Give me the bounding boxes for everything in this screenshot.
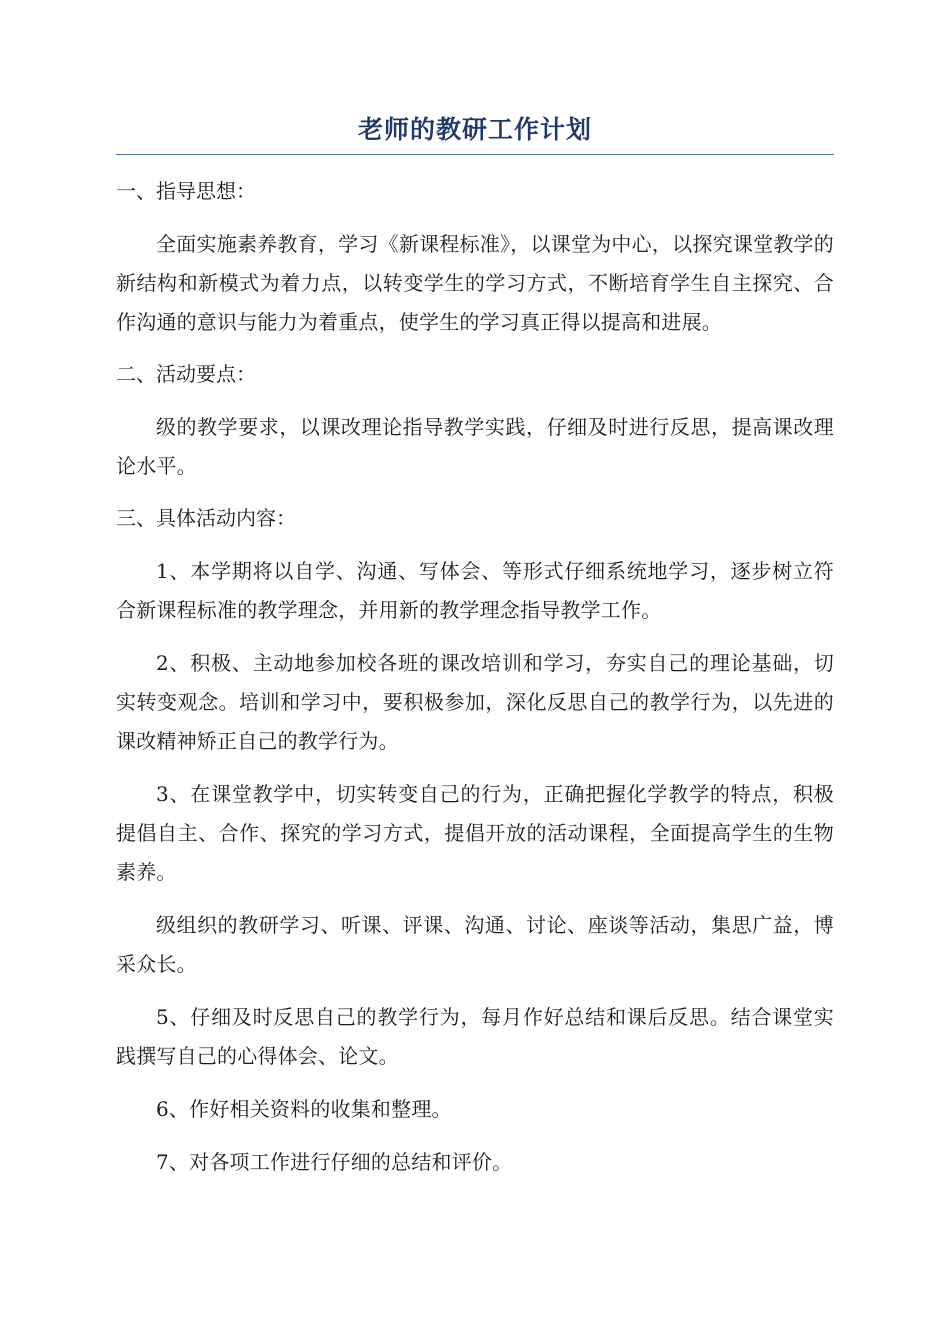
document-title: 老师的教研工作计划: [357, 115, 592, 144]
section-heading-activity-points: 二、活动要点：: [116, 362, 256, 386]
paragraph-item-3: 3、在课堂教学中，切实转变自己的行为，正确把握化学教学的特点，积极提倡自主、合作、探究的学习方式，提倡开放的活动课程，全面提高学生的生物素养。: [116, 782, 834, 884]
paragraph-item-5: 5、仔细及时反思自己的教学行为，每月作好总结和课后反思。结合课堂实践撰写自己的心得体会、论文。: [116, 1005, 834, 1068]
paragraph-item-6: 6、作好相关资料的收集和整理。: [156, 1097, 452, 1121]
section-heading-guiding-thought: 一、指导思想：: [116, 179, 256, 203]
paragraph-item-4: 级组织的教研学习、听课、评课、沟通、讨论、座谈等活动，集思广益，博采众长。: [116, 913, 834, 976]
document-page: [116, 112, 834, 1196]
paragraph-item-7: 7、对各项工作进行仔细的总结和评价。: [156, 1150, 513, 1174]
paragraph-item-2: 2、积极、主动地参加校各班的课改培训和学习，夯实自己的理论基础，切实转变观念。培训和学习中，要积极参加，深化反思自己的教学行为，以先进的课改精神矫正自己的教学行为。: [116, 651, 834, 753]
section-heading-activity-content: 三、具体活动内容：: [116, 506, 296, 530]
paragraph-item-1: 1、本学期将以自学、沟通、写体会、等形式仔细系统地学习，逐步树立符合新课程标准的教学理念，并用新的教学理念指导教学工作。: [116, 559, 834, 622]
paragraph-guiding-thought: 全面实施素养教育，学习《新课程标准》，以课堂为中心，以探究课堂教学的新结构和新模式为着力点，以转变学生的学习方式，不断培育学生自主探究、合作沟通的意识与能力为着重点，使学生的学习真正得以提高和进展。: [116, 232, 834, 334]
paragraph-activity-points: 级的教学要求，以课改理论指导教学实践，仔细及时进行反思，提高课改理论水平。: [116, 415, 834, 478]
title-underline: [116, 154, 834, 155]
